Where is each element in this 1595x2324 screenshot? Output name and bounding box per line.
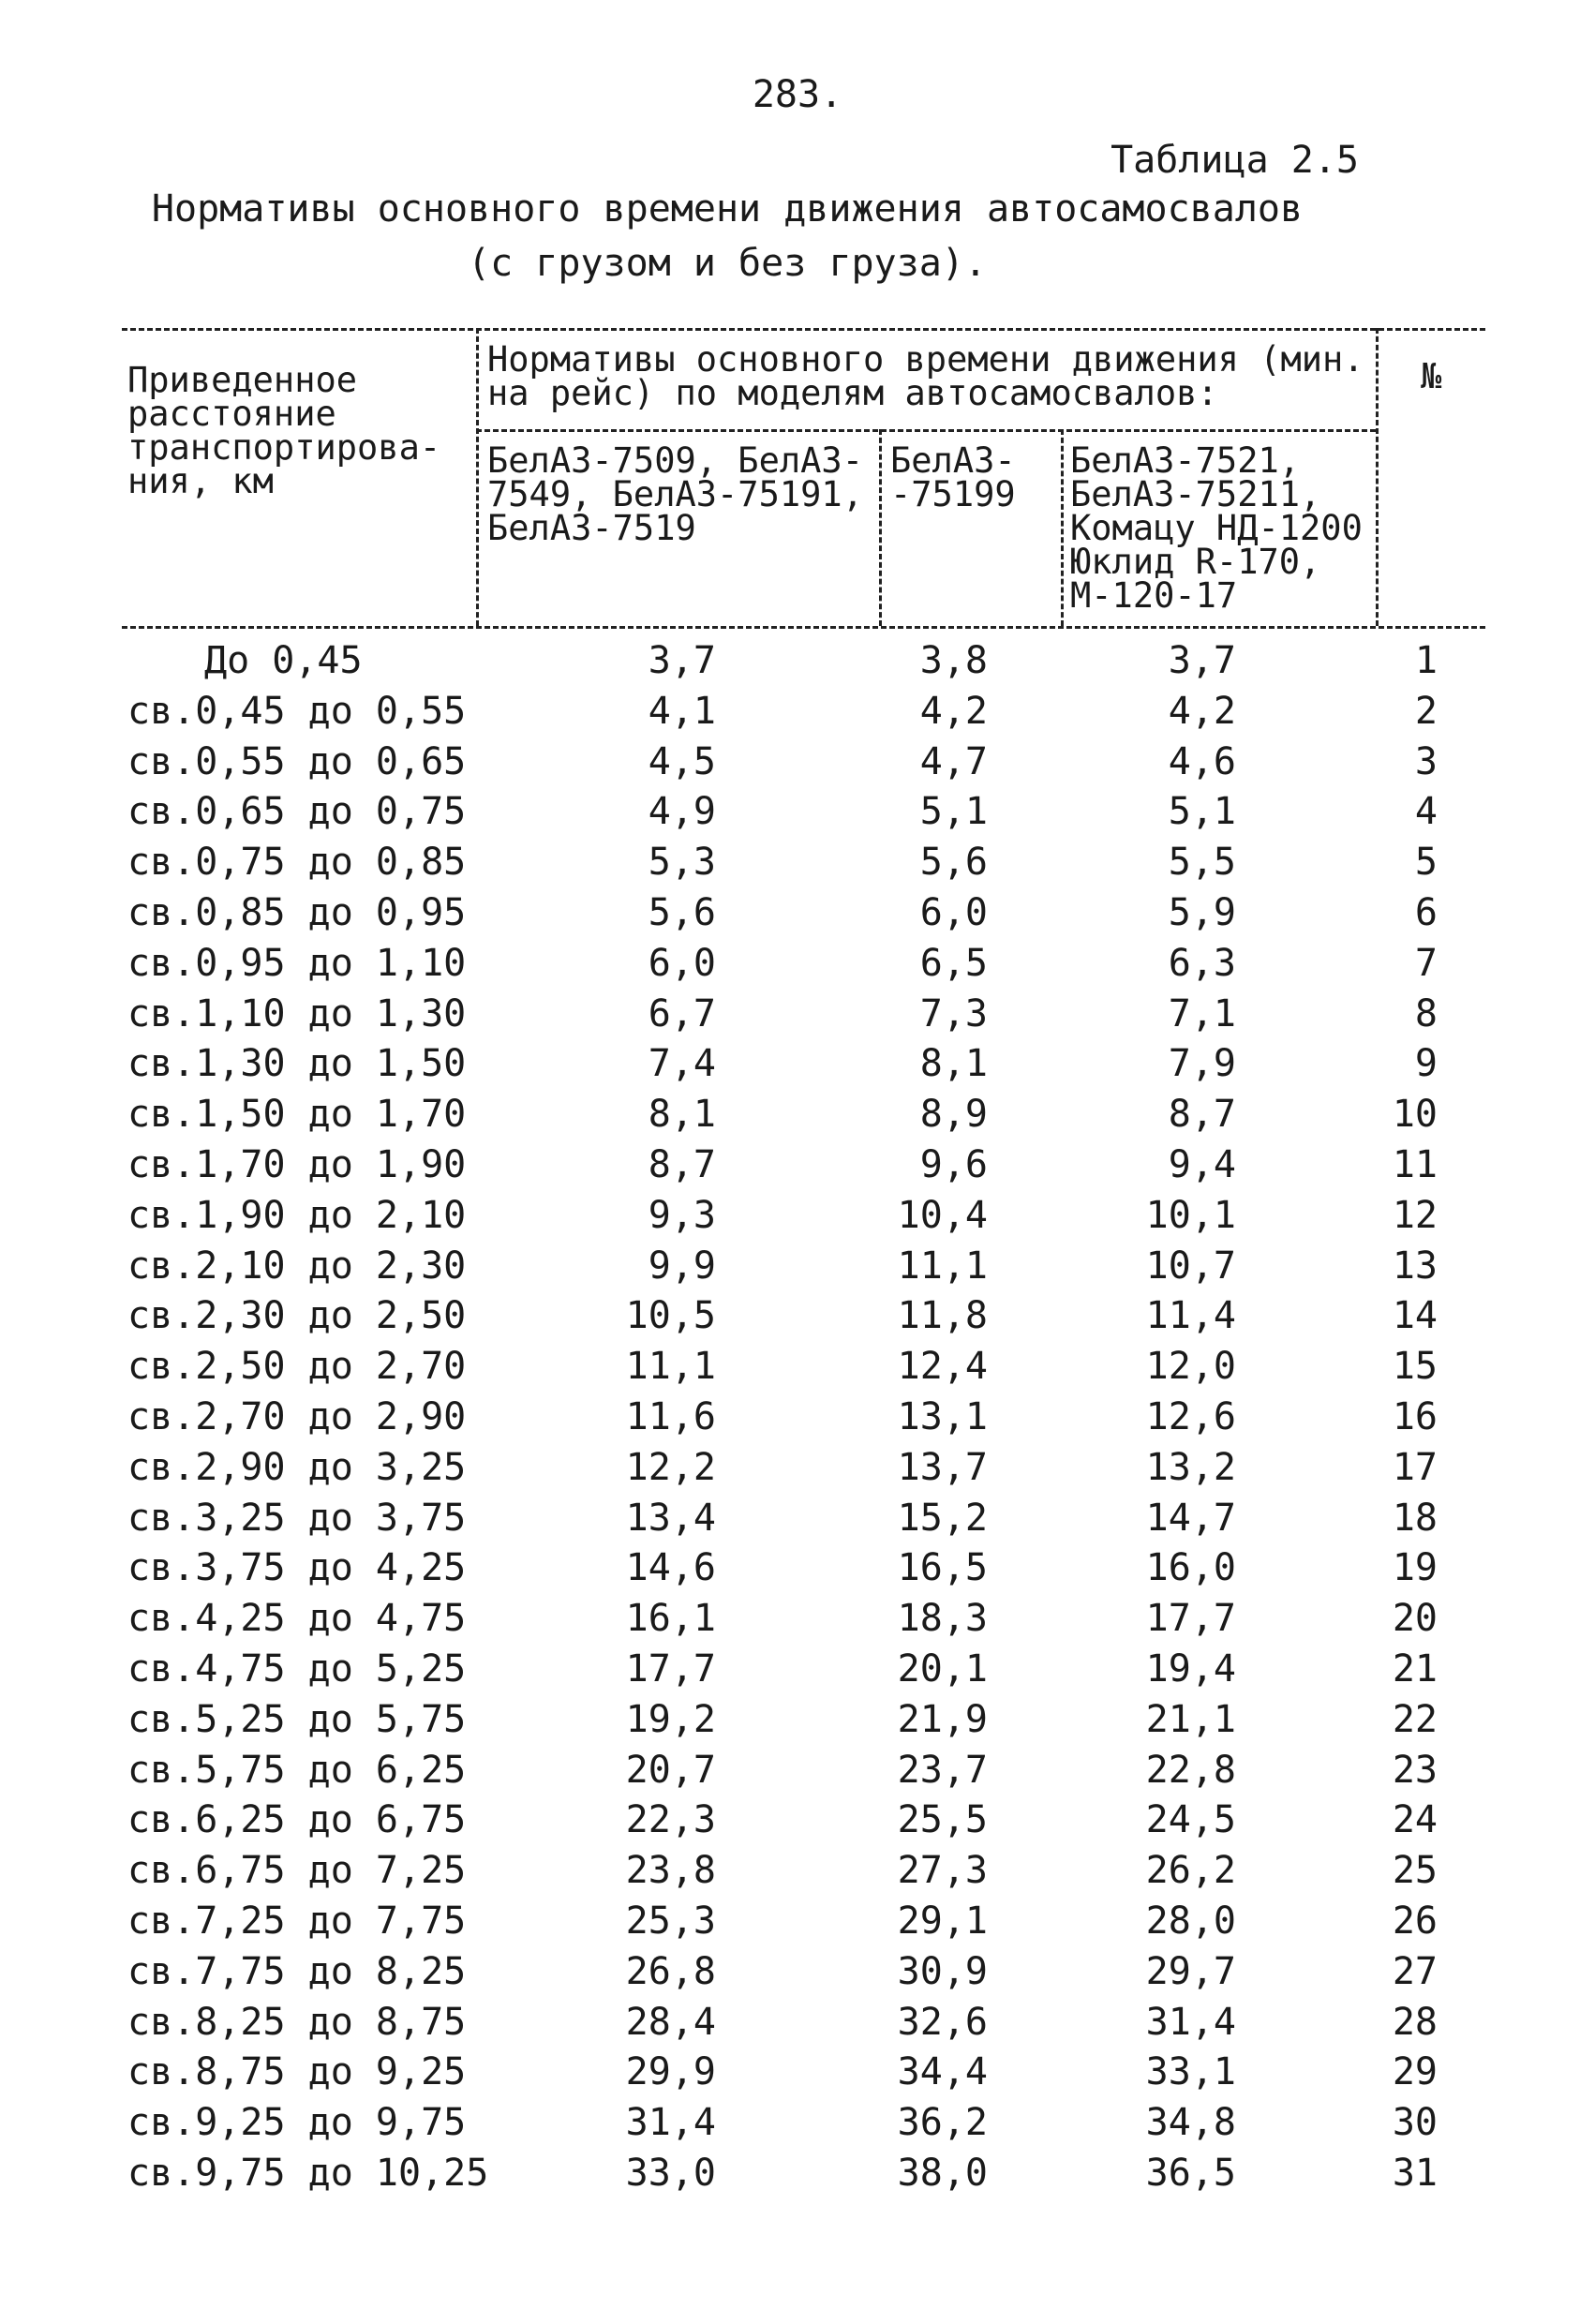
distance-cell: св.6,75 до 7,25 <box>127 1849 467 1893</box>
row-number: 13 <box>1392 1244 1438 1288</box>
row-number: 22 <box>1392 1697 1438 1741</box>
distance-cell: св.3,25 до 3,75 <box>127 1496 467 1540</box>
model-b-value: 20,1 <box>897 1646 988 1691</box>
distance-cell: св.5,25 до 5,75 <box>127 1697 467 1741</box>
model-b-value: 5,6 <box>919 841 988 885</box>
distance-cell: св.0,45 до 0,55 <box>127 689 467 733</box>
header-mid-rule <box>476 429 1376 432</box>
row-number: 30 <box>1392 2101 1438 2145</box>
model-a-value: 22,3 <box>625 1798 716 1842</box>
model-b-value: 32,6 <box>897 2000 988 2044</box>
distance-cell: св.9,75 до 10,25 <box>127 2151 489 2195</box>
distance-cell: св.0,85 до 0,95 <box>127 890 467 934</box>
model-c-value: 19,4 <box>1145 1646 1236 1691</box>
model-b-value: 12,4 <box>897 1345 988 1389</box>
header-distance: Приведенное расстояние транспортирова- ния, км <box>127 360 441 501</box>
model-a-value: 17,7 <box>625 1646 716 1691</box>
row-number: 15 <box>1392 1345 1438 1389</box>
model-c-value: 36,5 <box>1145 2151 1236 2195</box>
model-a-value: 28,4 <box>625 2000 716 2044</box>
model-b-value: 38,0 <box>897 2151 988 2195</box>
header-norms-group: Нормативы основного времени движения (мин. на рейс) по моделям автосамосвалов: <box>487 339 1364 413</box>
model-b-value: 21,9 <box>897 1697 988 1741</box>
model-b-value: 9,6 <box>919 1142 988 1186</box>
table-row <box>0 790 1595 841</box>
model-a-value: 23,8 <box>625 1849 716 1893</box>
model-a-value: 11,6 <box>625 1394 716 1438</box>
table-row <box>0 1446 1595 1497</box>
model-a-value: 25,3 <box>625 1899 716 1943</box>
distance-cell: св.7,75 до 8,25 <box>127 1949 467 1993</box>
model-c-value: 26,2 <box>1145 1849 1236 1893</box>
table-row <box>0 1698 1595 1749</box>
model-b-value: 25,5 <box>897 1798 988 1842</box>
model-c-value: 28,0 <box>1145 1899 1236 1943</box>
distance-cell: св.0,75 до 0,85 <box>127 841 467 885</box>
model-c-value: 8,7 <box>1168 1093 1236 1137</box>
row-number: 9 <box>1414 1042 1438 1086</box>
header-model-c: БелАЗ-7521, БелАЗ-75211, Комацу НД-1200 Юклид R-170, М-120-17 <box>1070 440 1363 616</box>
header-divider-model-b-c <box>1061 429 1064 626</box>
distance-cell: св.4,75 до 5,25 <box>127 1646 467 1691</box>
distance-cell: св.1,10 до 1,30 <box>127 991 467 1035</box>
model-c-value: 4,6 <box>1168 739 1236 783</box>
model-c-value: 31,4 <box>1145 2000 1236 2044</box>
model-a-value: 13,4 <box>625 1496 716 1540</box>
model-b-value: 23,7 <box>897 1748 988 1792</box>
distance-cell: св.5,75 до 6,25 <box>127 1748 467 1792</box>
distance-cell: св.2,70 до 2,90 <box>127 1394 467 1438</box>
row-number: 23 <box>1392 1748 1438 1792</box>
table-row <box>0 740 1595 791</box>
model-b-value: 13,7 <box>897 1445 988 1489</box>
model-b-value: 4,7 <box>919 739 988 783</box>
model-c-value: 12,6 <box>1145 1394 1236 1438</box>
table-label: Таблица 2.5 <box>1111 139 1359 182</box>
table-row <box>0 1749 1595 1799</box>
model-b-value: 5,1 <box>919 790 988 834</box>
row-number: 1 <box>1414 639 1438 682</box>
table-row <box>0 1194 1595 1244</box>
model-b-value: 29,1 <box>897 1899 988 1943</box>
row-number: 7 <box>1414 941 1438 985</box>
model-c-value: 24,5 <box>1145 1798 1236 1842</box>
model-a-value: 6,7 <box>648 991 716 1035</box>
table-row <box>0 1395 1595 1446</box>
model-a-value: 20,7 <box>625 1748 716 1792</box>
row-number: 18 <box>1392 1496 1438 1540</box>
model-a-value: 9,3 <box>648 1193 716 1237</box>
model-a-value: 14,6 <box>625 1546 716 1590</box>
model-a-value: 16,1 <box>625 1597 716 1641</box>
row-number: 27 <box>1392 1949 1438 1993</box>
model-a-value: 4,9 <box>648 790 716 834</box>
model-b-value: 4,2 <box>919 689 988 733</box>
table-row <box>0 1042 1595 1093</box>
model-c-value: 4,2 <box>1168 689 1236 733</box>
model-b-value: 3,8 <box>919 639 988 682</box>
distance-cell: св.2,30 до 2,50 <box>127 1294 467 1338</box>
row-number: 19 <box>1392 1546 1438 1590</box>
row-number: 25 <box>1392 1849 1438 1893</box>
table-body <box>0 639 1595 2202</box>
row-number: 11 <box>1392 1142 1438 1186</box>
row-number: 2 <box>1414 689 1438 733</box>
row-number: 3 <box>1414 739 1438 783</box>
model-a-value: 6,0 <box>648 941 716 985</box>
header-model-a: БелАЗ-7509, БелАЗ- 7549, БелАЗ-75191, БелАЗ-7519 <box>487 440 863 548</box>
distance-cell: св.1,30 до 1,50 <box>127 1042 467 1086</box>
row-number: 20 <box>1392 1597 1438 1641</box>
table-title-line-2: (с грузом и без груза). <box>468 242 987 285</box>
model-b-value: 34,4 <box>897 2050 988 2094</box>
model-c-value: 13,2 <box>1145 1445 1236 1489</box>
distance-cell: св.1,70 до 1,90 <box>127 1142 467 1186</box>
row-number: 6 <box>1414 890 1438 934</box>
table-row <box>0 992 1595 1043</box>
table-row <box>0 1497 1595 1547</box>
model-b-value: 7,3 <box>919 991 988 1035</box>
model-b-value: 11,8 <box>897 1294 988 1338</box>
model-c-value: 3,7 <box>1168 639 1236 682</box>
distance-cell: св.0,95 до 1,10 <box>127 941 467 985</box>
distance-cell: св.2,10 до 2,30 <box>127 1244 467 1288</box>
table-row <box>0 1597 1595 1647</box>
model-c-value: 5,1 <box>1168 790 1236 834</box>
model-a-value: 11,1 <box>625 1345 716 1389</box>
model-a-value: 10,5 <box>625 1294 716 1338</box>
model-a-value: 7,4 <box>648 1042 716 1086</box>
row-number: 5 <box>1414 841 1438 885</box>
table-row <box>0 1647 1595 1698</box>
row-number: 16 <box>1392 1394 1438 1438</box>
row-number: 8 <box>1414 991 1438 1035</box>
model-a-value: 26,8 <box>625 1949 716 1993</box>
model-b-value: 10,4 <box>897 1193 988 1237</box>
model-c-value: 5,5 <box>1168 841 1236 885</box>
table-row <box>0 942 1595 992</box>
model-c-value: 22,8 <box>1145 1748 1236 1792</box>
model-b-value: 6,0 <box>919 890 988 934</box>
model-a-value: 9,9 <box>648 1244 716 1288</box>
model-c-value: 10,7 <box>1145 1244 1236 1288</box>
table-row <box>0 2152 1595 2202</box>
distance-cell: св.4,25 до 4,75 <box>127 1597 467 1641</box>
table-row <box>0 1093 1595 1143</box>
table-row <box>0 1849 1595 1899</box>
model-a-value: 5,6 <box>648 890 716 934</box>
table-row <box>0 1244 1595 1295</box>
row-number: 29 <box>1392 2050 1438 2094</box>
model-c-value: 5,9 <box>1168 890 1236 934</box>
header-divider-model-a-b <box>879 429 882 626</box>
model-b-value: 8,1 <box>919 1042 988 1086</box>
table-row <box>0 2001 1595 2051</box>
model-c-value: 7,1 <box>1168 991 1236 1035</box>
model-b-value: 27,3 <box>897 1849 988 1893</box>
header-top-rule <box>122 328 1485 331</box>
distance-cell: св.6,25 до 6,75 <box>127 1798 467 1842</box>
model-c-value: 16,0 <box>1145 1546 1236 1590</box>
table-row <box>0 1899 1595 1950</box>
table-row <box>0 1546 1595 1597</box>
distance-cell: До 0,45 <box>204 639 363 682</box>
table-row <box>0 1143 1595 1194</box>
model-c-value: 21,1 <box>1145 1697 1236 1741</box>
table-row <box>0 1294 1595 1345</box>
model-c-value: 12,0 <box>1145 1345 1236 1389</box>
model-a-value: 8,1 <box>648 1093 716 1137</box>
header-divider-right <box>1376 328 1379 626</box>
model-c-value: 14,7 <box>1145 1496 1236 1540</box>
row-number: 12 <box>1392 1193 1438 1237</box>
model-c-value: 7,9 <box>1168 1042 1236 1086</box>
row-number: 28 <box>1392 2000 1438 2044</box>
header-divider-left <box>476 328 479 626</box>
table-row <box>0 639 1595 690</box>
model-a-value: 5,3 <box>648 841 716 885</box>
table-row <box>0 841 1595 891</box>
model-a-value: 29,9 <box>625 2050 716 2094</box>
distance-cell: св.7,25 до 7,75 <box>127 1899 467 1943</box>
model-b-value: 8,9 <box>919 1093 988 1137</box>
model-b-value: 6,5 <box>919 941 988 985</box>
distance-cell: св.0,65 до 0,75 <box>127 790 467 834</box>
distance-cell: св.8,75 до 9,25 <box>127 2050 467 2094</box>
header-model-b: БелАЗ- -75199 <box>890 440 1016 514</box>
model-c-value: 9,4 <box>1168 1142 1236 1186</box>
table-title-line-1: Нормативы основного времени движения автосамосвалов <box>151 187 1304 231</box>
table-row <box>0 2101 1595 2152</box>
distance-cell: св.0,55 до 0,65 <box>127 739 467 783</box>
distance-cell: св.3,75 до 4,25 <box>127 1546 467 1590</box>
table-row <box>0 1798 1595 1849</box>
row-number: 24 <box>1392 1798 1438 1842</box>
model-c-value: 10,1 <box>1145 1193 1236 1237</box>
table-row <box>0 690 1595 740</box>
row-number: 10 <box>1392 1093 1438 1137</box>
model-a-value: 3,7 <box>648 639 716 682</box>
table-row <box>0 1950 1595 2001</box>
table-row <box>0 891 1595 942</box>
row-number: 14 <box>1392 1294 1438 1338</box>
model-a-value: 4,5 <box>648 739 716 783</box>
model-b-value: 30,9 <box>897 1949 988 1993</box>
row-number: 21 <box>1392 1646 1438 1691</box>
table-row <box>0 2050 1595 2101</box>
model-b-value: 15,2 <box>897 1496 988 1540</box>
model-a-value: 31,4 <box>625 2101 716 2145</box>
distance-cell: св.8,25 до 8,75 <box>127 2000 467 2044</box>
model-a-value: 33,0 <box>625 2151 716 2195</box>
distance-cell: св.1,90 до 2,10 <box>127 1193 467 1237</box>
row-number: 4 <box>1414 790 1438 834</box>
distance-cell: св.1,50 до 1,70 <box>127 1093 467 1137</box>
distance-cell: св.2,90 до 3,25 <box>127 1445 467 1489</box>
model-c-value: 34,8 <box>1145 2101 1236 2145</box>
row-number: 31 <box>1392 2151 1438 2195</box>
model-c-value: 33,1 <box>1145 2050 1236 2094</box>
model-b-value: 18,3 <box>897 1597 988 1641</box>
row-number: 17 <box>1392 1445 1438 1489</box>
distance-cell: св.9,25 до 9,75 <box>127 2101 467 2145</box>
header-number: № <box>1421 356 1442 396</box>
model-b-value: 36,2 <box>897 2101 988 2145</box>
row-number: 26 <box>1392 1899 1438 1943</box>
table-row <box>0 1345 1595 1395</box>
model-b-value: 13,1 <box>897 1394 988 1438</box>
model-c-value: 29,7 <box>1145 1949 1236 1993</box>
model-a-value: 12,2 <box>625 1445 716 1489</box>
model-c-value: 6,3 <box>1168 941 1236 985</box>
model-b-value: 11,1 <box>897 1244 988 1288</box>
distance-cell: св.2,50 до 2,70 <box>127 1345 467 1389</box>
model-b-value: 16,5 <box>897 1546 988 1590</box>
model-c-value: 17,7 <box>1145 1597 1236 1641</box>
header-bottom-rule <box>122 626 1485 629</box>
model-a-value: 4,1 <box>648 689 716 733</box>
model-c-value: 11,4 <box>1145 1294 1236 1338</box>
model-a-value: 8,7 <box>648 1142 716 1186</box>
page-number: 283. <box>752 73 843 116</box>
model-a-value: 19,2 <box>625 1697 716 1741</box>
